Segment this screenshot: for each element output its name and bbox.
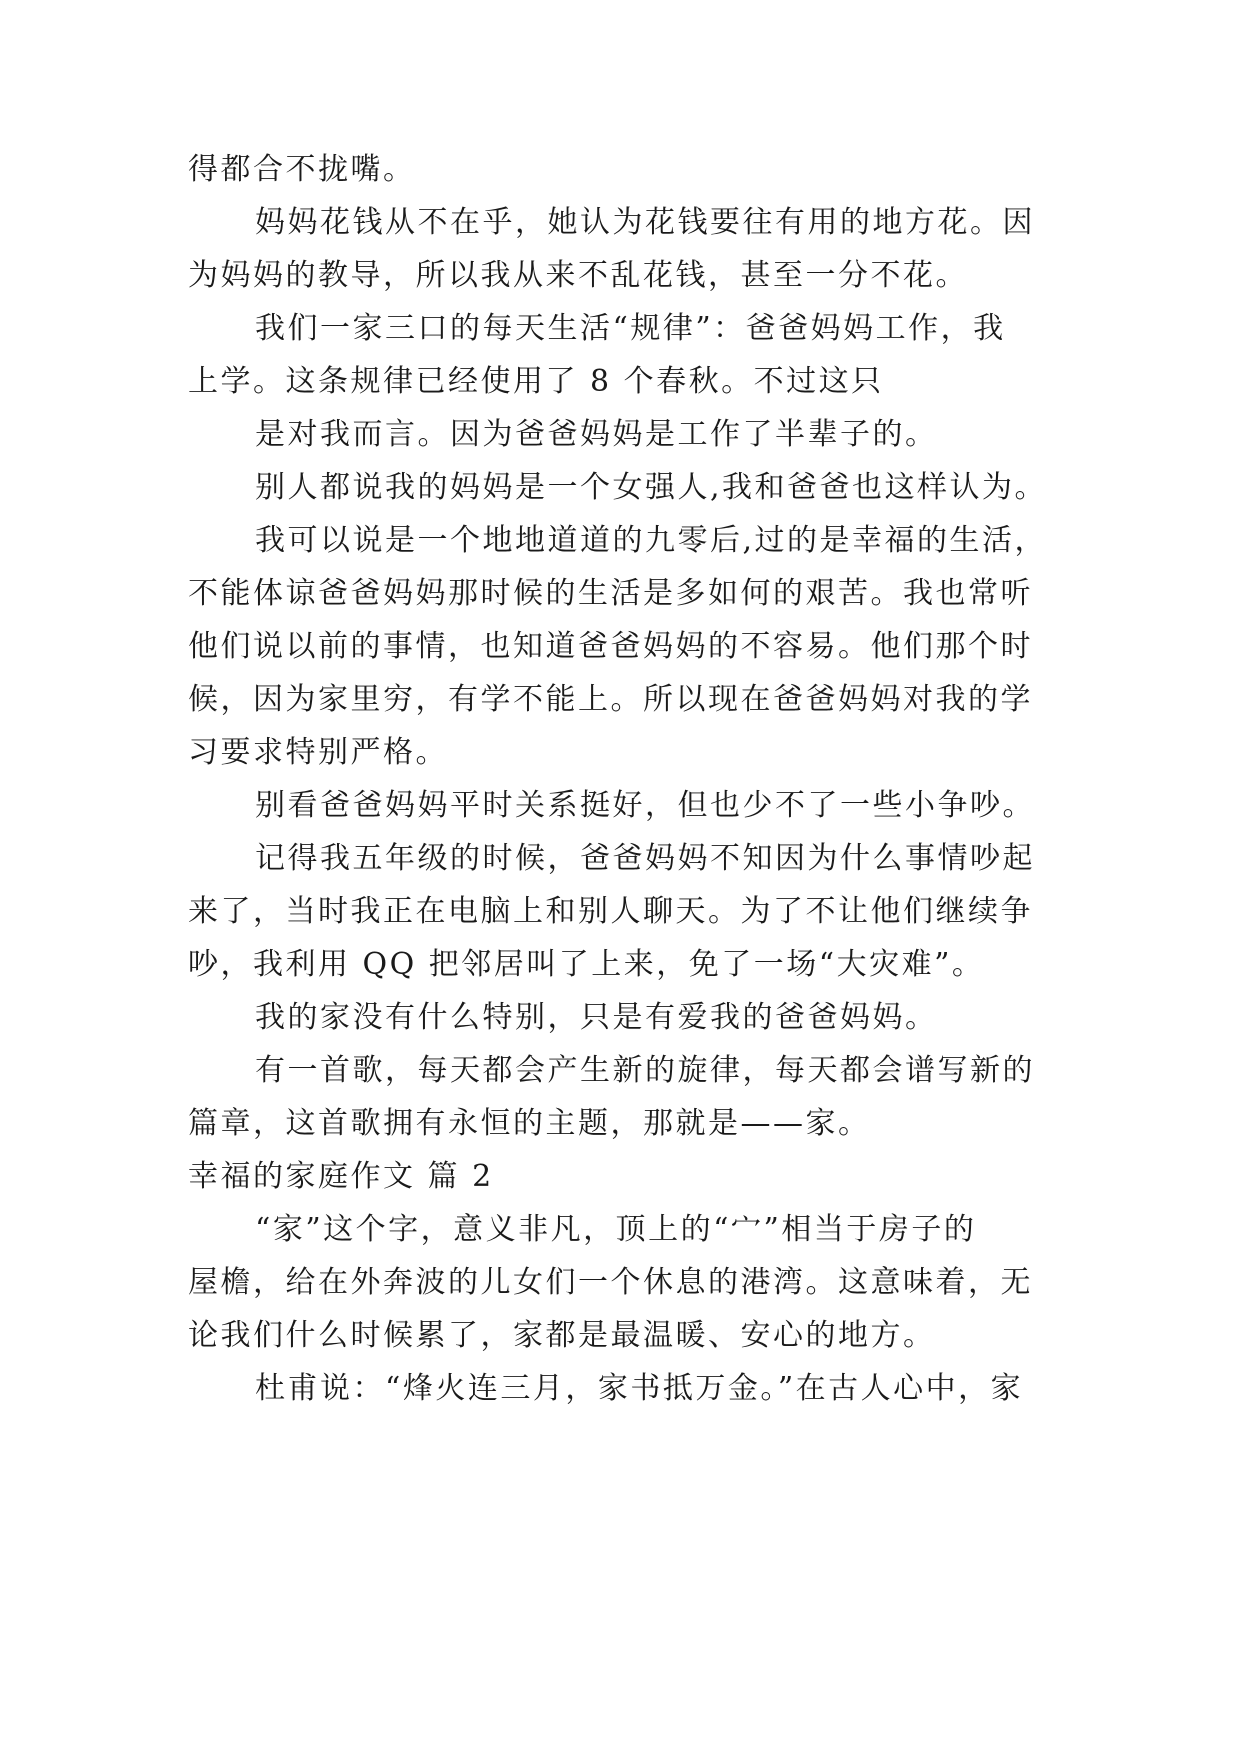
text-line: 为妈妈的教导，所以我从来不乱花钱，甚至一分不花。 (188, 258, 968, 293)
text-line: 他们说以前的事情，也知道爸爸妈妈的不容易。他们那个时 (188, 629, 1033, 664)
text-line: 候，因为家里穷，有学不能上。所以现在爸爸妈妈对我的学 (188, 682, 1033, 717)
text-line: 来了，当时我正在电脑上和别人聊天。为了不让他们继续争 (188, 894, 1033, 929)
text-line: 篇章，这首歌拥有永恒的主题，那就是——家。 (188, 1106, 871, 1141)
text-line: 我可以说是一个地地道道的九零后,过的是幸福的生活， (255, 523, 1048, 558)
text-line: 有一首歌，每天都会产生新的旋律，每天都会谱写新的 (255, 1053, 1035, 1088)
text-line: 记得我五年级的时候，爸爸妈妈不知因为什么事情吵起 (255, 841, 1035, 876)
section-heading: 幸福的家庭作文 篇 2 (188, 1159, 494, 1194)
text-line: 妈妈花钱从不在乎，她认为花钱要往有用的地方花。因 (255, 205, 1035, 240)
text-line: 别人都说我的妈妈是一个女强人,我和爸爸也这样认为。 (255, 470, 1048, 505)
text-line: 杜甫说：“烽火连三月，家书抵万金。”在古人心中，家 (255, 1371, 1024, 1406)
text-line: 上学。这条规律已经使用了 8 个春秋。不过这只 (188, 364, 884, 399)
text-line: 我们一家三口的每天生活“规律”：爸爸妈妈工作，我 (255, 311, 1006, 346)
text-line: 是对我而言。因为爸爸妈妈是工作了半辈子的。 (255, 417, 938, 452)
text-line: 得都合不拢嘴。 (188, 152, 416, 187)
text-line: 论我们什么时候累了，家都是最温暖、安心的地方。 (188, 1318, 936, 1353)
text-line: 吵，我利用 QQ 把邻居叫了上来，免了一场“大灾难”。 (188, 947, 985, 982)
text-line: 习要求特别严格。 (188, 735, 448, 770)
text-line: “家”这个字，意义非凡，顶上的“宀”相当于房子的 (255, 1212, 977, 1247)
text-line: 不能体谅爸爸妈妈那时候的生活是多如何的艰苦。我也常听 (188, 576, 1033, 611)
text-line: 屋檐，给在外奔波的儿女们一个休息的港湾。这意味着，无 (188, 1265, 1033, 1300)
text-line: 别看爸爸妈妈平时关系挺好，但也少不了一些小争吵。 (255, 788, 1035, 823)
text-line: 我的家没有什么特别，只是有爱我的爸爸妈妈。 (255, 1000, 938, 1035)
